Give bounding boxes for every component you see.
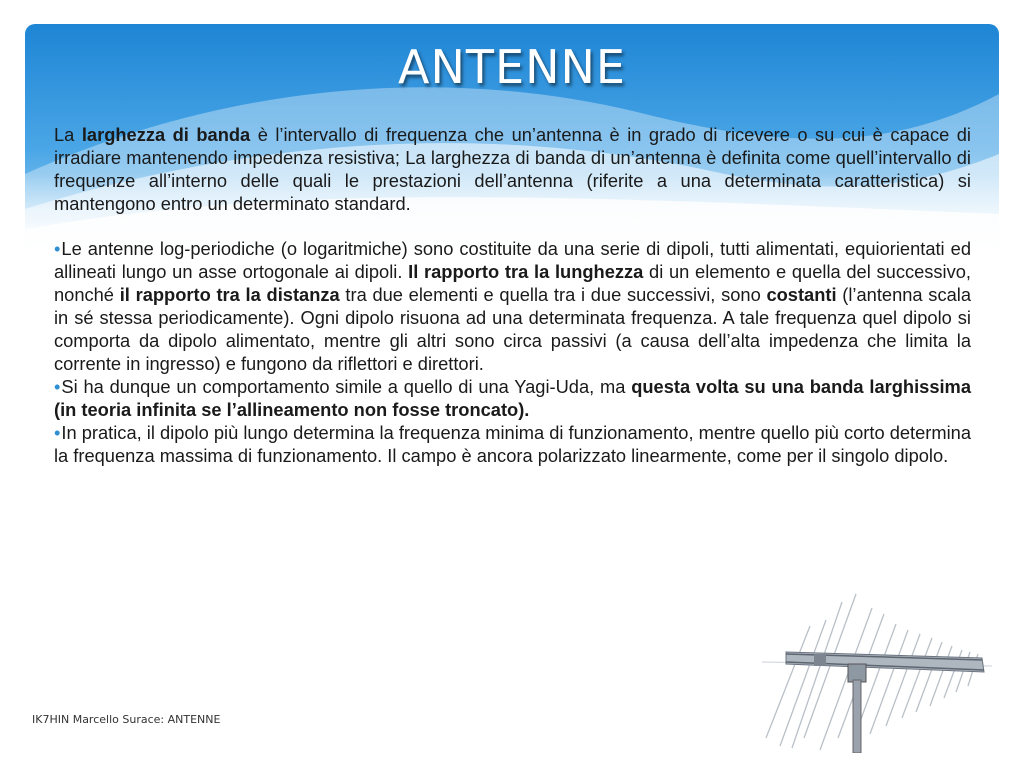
intro-paragraph [54, 123, 971, 215]
bullet-bold: costanti [766, 284, 837, 305]
bullet-icon: • [54, 238, 61, 259]
bullet-icon: • [54, 422, 61, 443]
bullet-bold: Il rapporto tra la lunghezza [408, 261, 644, 282]
bullet-text: Le antenne log-periodiche (o logaritmiche) sono costituite da una serie di dipoli, tutti alimentati, equiorientati ed allineati lungo un asse ortogonale ai dipoli. [54, 238, 971, 282]
bullet-text: In pratica, il dipolo più lungo determina la frequenza minima di funzionamento, mentre quello più corto determina la frequenza massima di funzionamento. Il campo è ancora polarizzato linearmente, come per il singolo dipolo. [54, 422, 971, 466]
bullet-bold: il rapporto tra la distanza [119, 284, 340, 305]
intro-bold: larghezza di banda [81, 124, 251, 145]
bullet-icon: • [54, 376, 61, 397]
bullet-bold: questa volta su una banda larghissima (in teoria infinita se l’allineamento non fosse troncato). [54, 376, 971, 420]
bullet-item-log-periodic [54, 237, 971, 375]
bullet-text: Si ha dunque un comportamento simile a quello di una Yagi-Uda, ma [61, 376, 632, 397]
slide-body [54, 123, 971, 467]
bullet-item-yagi-uda [54, 375, 971, 421]
intro-text: è l’intervallo di frequenza che un’antenna è in grado di ricevere o su cui è capace di irradiare mantenendo impedenza resistiva; La larghezza di banda di un’antenna è definita come quell’intervallo di frequenze all’interno delle quali le prestazioni dell’antenna (riferite a una determinata caratteristica) si mantengono entro un determinato standard. [54, 124, 971, 214]
footer-text: IK7HIN Marcello Surace: ANTENNE [32, 713, 221, 726]
bullet-text: (l’antenna scala in sé stessa periodicamente). Ogni dipolo risuona ad una determinata frequenza. A tale frequenza quel dipolo si comporta da dipolo alimentato, mentre gli altri sono circa passivi (a causa dell’alta impedenza che limita la corrente in ingresso) e fungono da riflettori e direttori. [54, 284, 971, 374]
slide-title: ANTENNE [398, 40, 626, 94]
bullet-item-in-pratica [54, 421, 971, 467]
bullet-text: tra due elementi e quella tra i due successivi, sono [339, 284, 767, 305]
bullet-text: di un elemento e quella del successivo, nonché [54, 261, 971, 305]
intro-text: La [54, 124, 82, 145]
antenna-image [756, 588, 996, 753]
